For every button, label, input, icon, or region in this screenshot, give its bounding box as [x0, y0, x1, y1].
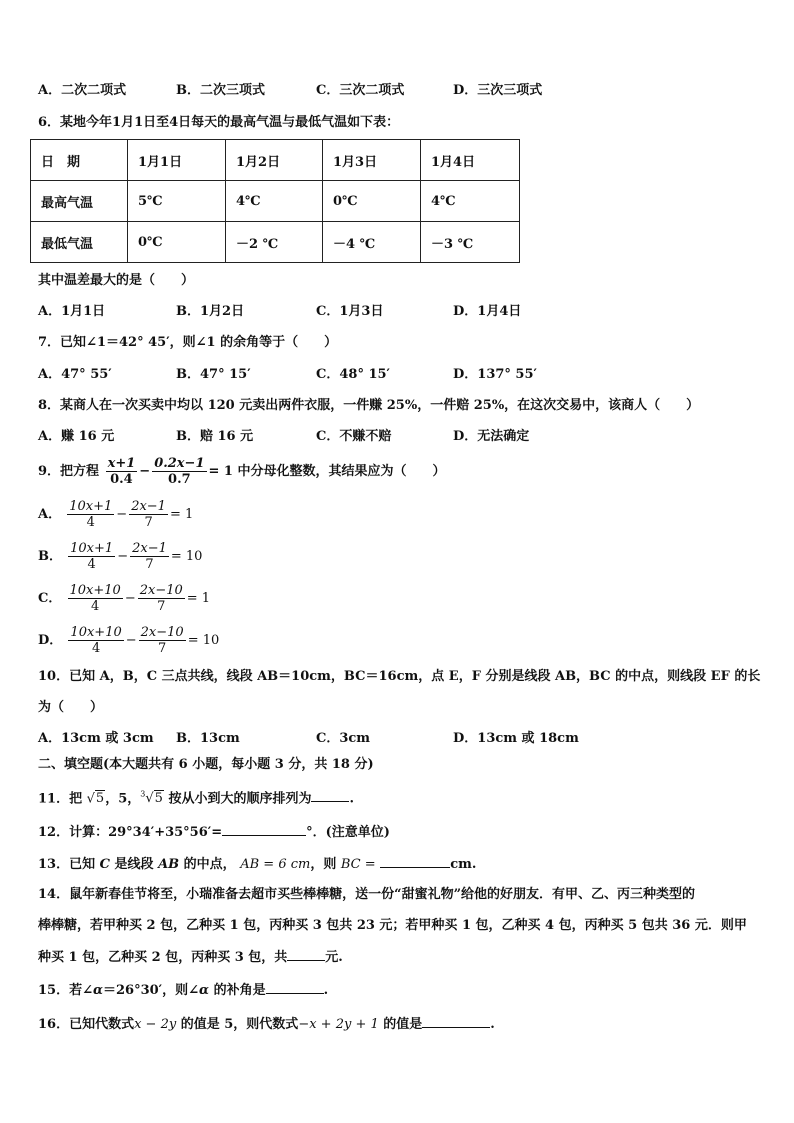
- q13-end: cm.: [450, 857, 477, 872]
- segment-bc: BC =: [340, 857, 376, 872]
- option-c[interactable]: C．3cm: [316, 731, 371, 746]
- option-label: A．: [38, 507, 62, 522]
- q11-suffix: 按从小到大的顺序排列为: [168, 791, 312, 807]
- fraction: [68, 541, 115, 572]
- option-a[interactable]: A．二次二项式: [38, 83, 127, 98]
- denominator: 7: [145, 557, 154, 572]
- option-c[interactable]: C．1月3日: [316, 304, 384, 319]
- option-a[interactable]: A．13cm 或 3cm: [38, 731, 154, 746]
- denominator: 7: [157, 599, 166, 614]
- denominator: 4: [91, 641, 101, 656]
- table-row: [31, 222, 520, 263]
- q11: [38, 786, 756, 808]
- q15: [38, 981, 756, 1000]
- table-header-cell: 日 期: [31, 140, 128, 181]
- row-label: 最低气温: [31, 222, 128, 263]
- q15-prefix: 15．若∠: [38, 983, 93, 998]
- q12-text: 12．计算：29°34′+35°56′=: [38, 825, 223, 840]
- option-a[interactable]: A．1月1日: [38, 304, 106, 319]
- rhs: = 1: [169, 507, 194, 522]
- table-header-cell: 1月4日: [421, 140, 520, 181]
- q16: [38, 1015, 756, 1034]
- q8-stem: 8．某商人在一次买卖中均以 120 元卖出两件衣服，一件赚 25%，一件赔 25%，在这次交易中，该商人（ ）: [38, 398, 700, 413]
- fraction: [138, 583, 185, 614]
- numerator: 2x−1: [131, 499, 166, 514]
- q16-prefix: 16．已知代数式: [38, 1017, 135, 1032]
- q6-options: [38, 303, 758, 321]
- alpha-symbol: α: [199, 983, 210, 998]
- answer-blank[interactable]: [266, 981, 324, 994]
- section-heading: 二、填空题(本大题共有 6 小题，每小题 3 分，共 18 分): [38, 757, 374, 772]
- option-c[interactable]: C．三次二项式: [316, 83, 405, 98]
- fraction: [130, 541, 169, 572]
- answer-blank[interactable]: [311, 789, 349, 802]
- alpha-symbol: α: [92, 983, 103, 998]
- q9-option-c[interactable]: C． $\frac{10x+10}{4}$ − $\frac{2x-10}{7}$ = 1: [38, 583, 211, 614]
- q15-suffix: 的补角是: [213, 983, 266, 998]
- denominator: 4: [91, 599, 100, 614]
- table-header-cell: 1月2日: [226, 140, 323, 181]
- q11-end: .: [349, 791, 354, 807]
- q13-mid: 是线段: [114, 857, 154, 872]
- q9-stem: [38, 456, 756, 488]
- q12-end: °．(注意单位): [306, 825, 390, 840]
- option-b[interactable]: B．1月2日: [176, 304, 245, 319]
- table-cell: －2 ℃: [226, 222, 323, 263]
- q9-option-a[interactable]: A． $\frac{10x+1}{4}$ − $\frac{2x-1}{7}$ = 1: [38, 499, 194, 530]
- q9-prefix: 9．把方程: [38, 464, 100, 479]
- table-cell: 4℃: [421, 181, 520, 222]
- option-d[interactable]: D．13cm 或 18cm: [453, 731, 579, 746]
- q10-options: [38, 730, 758, 748]
- equation: AB = 6 cm: [240, 857, 311, 872]
- option-d[interactable]: D．无法确定: [453, 429, 530, 444]
- numerator: 0.2x−1: [154, 456, 205, 471]
- q7-options: [38, 366, 758, 384]
- option-c[interactable]: C．不赚不赔: [316, 429, 392, 444]
- q9-option-d[interactable]: D． $\frac{10x+10}{4}$ − $\frac{2x-10}{7}$ = 10: [38, 625, 220, 656]
- q15-mid: ＝26°30′，则∠: [103, 983, 200, 998]
- option-b[interactable]: B．赔 16 元: [176, 429, 254, 444]
- q9-option-b[interactable]: B． $\frac{10x+1}{4}$ − $\frac{2x-1}{7}$ = 10: [38, 541, 203, 572]
- segment-ab: AB: [158, 857, 180, 872]
- fraction: [129, 499, 168, 530]
- q6-question: 其中温差最大的是（ ）: [38, 273, 195, 288]
- table-cell: 0℃: [128, 222, 226, 263]
- denominator: 7: [158, 641, 167, 656]
- answer-blank[interactable]: [380, 855, 450, 868]
- answer-blank[interactable]: [222, 823, 306, 836]
- fraction: [139, 625, 186, 656]
- rhs: = 10: [187, 633, 220, 648]
- point-c: C: [99, 857, 110, 872]
- denominator: 4: [86, 515, 95, 530]
- option-label: C．: [38, 591, 62, 606]
- option-c[interactable]: C．48° 15′: [316, 367, 390, 382]
- q6-stem: 6．某地今年1月1日至4日每天的最高气温与最低气温如下表：: [38, 115, 400, 130]
- q13: [38, 855, 756, 874]
- numerator: 10x+10: [70, 625, 122, 640]
- table-cell: 5℃: [128, 181, 226, 222]
- q11-prefix: 11．把: [38, 791, 83, 807]
- table-header-cell: 1月3日: [323, 140, 421, 181]
- q8-options: [38, 428, 758, 446]
- option-a[interactable]: A．47° 55′: [38, 367, 112, 382]
- numerator: 2x−1: [132, 541, 167, 556]
- denominator: 0.4: [110, 472, 133, 487]
- rhs: = 1: [186, 591, 211, 606]
- table-row: [31, 140, 520, 181]
- answer-blank[interactable]: [287, 948, 325, 961]
- fraction: [68, 625, 123, 656]
- q13-mid2: 的中点，: [183, 857, 236, 872]
- answer-blank[interactable]: [422, 1015, 490, 1028]
- q7-stem: 7．已知∠1＝42° 45′，则∠1 的余角等于（ ）: [38, 335, 338, 350]
- option-b[interactable]: B．13cm: [176, 731, 240, 746]
- table-cell: －4 ℃: [323, 222, 421, 263]
- option-b[interactable]: B．二次三项式: [176, 83, 265, 98]
- denominator: 4: [87, 557, 96, 572]
- q10-line2: 为（ ）: [38, 700, 104, 715]
- table-header-cell: 1月1日: [128, 140, 226, 181]
- denominator: 7: [144, 515, 153, 530]
- q14-line1: 14．鼠年新春佳节将至，小瑞准备去超市买些棒棒糖，送一份“甜蜜礼物”给他的好朋友．有甲、乙、丙三种类型的: [38, 887, 696, 902]
- q12: [38, 823, 756, 842]
- q14-line3: [38, 948, 756, 967]
- option-label: D．: [38, 633, 63, 648]
- expression: x − 2y: [134, 1017, 177, 1032]
- numerator: 2x−10: [140, 625, 184, 640]
- q16-end: .: [490, 1017, 495, 1032]
- temperature-table: [30, 139, 520, 263]
- q11-mid: ，5，: [105, 791, 141, 807]
- fraction: [106, 456, 138, 487]
- option-b[interactable]: B．47° 15′: [176, 367, 251, 382]
- option-d[interactable]: D．1月4日: [453, 304, 522, 319]
- q14-line3-text: 种买 1 包，乙种买 2 包，丙种买 3 包，共: [38, 950, 288, 965]
- numerator: 2x−10: [139, 583, 183, 598]
- numerator: 10x+10: [69, 583, 121, 598]
- numerator: x+1: [107, 456, 136, 471]
- table-row: [31, 181, 520, 222]
- rhs: = 10: [170, 549, 203, 564]
- q5-options: [38, 82, 758, 100]
- q13-prefix: 13．已知: [38, 857, 96, 872]
- sqrt-expression: √5: [86, 791, 105, 807]
- rhs: = 1: [208, 464, 233, 479]
- numerator: 10x+1: [70, 541, 114, 556]
- option-d[interactable]: D．三次三项式: [453, 83, 543, 98]
- option-d[interactable]: D．137° 55′: [453, 367, 537, 382]
- q9-suffix: 中分母化整数，其结果应为（ ）: [237, 464, 446, 479]
- q16-mid: 的值是 5，则代数式: [180, 1017, 299, 1032]
- table-cell: 0℃: [323, 181, 421, 222]
- cube-root-expression: $^3$√5: [140, 790, 163, 807]
- expression: −x + 2y + 1: [298, 1017, 379, 1032]
- cbrt-radicand: 5: [154, 791, 163, 807]
- numerator: 10x+1: [69, 499, 113, 514]
- q10-line1: 10．已知 A，B，C 三点共线，线段 AB＝10cm，BC＝16cm，点 E，F 分别是线段 AB，BC 的中点，则线段 EF 的长: [38, 669, 761, 684]
- table-cell: －3 ℃: [421, 222, 520, 263]
- fraction: [67, 499, 114, 530]
- q16-suffix: 的值是: [383, 1017, 423, 1032]
- denominator: 0.7: [168, 472, 191, 487]
- q15-end: .: [323, 983, 329, 998]
- fraction: [68, 583, 123, 614]
- sqrt-radicand: 5: [95, 791, 105, 807]
- option-label: B．: [38, 549, 62, 564]
- q14-line2: 棒棒糖，若甲种买 2 包，乙种买 1 包，丙种买 3 包共 23 元；若甲种买 1 包，乙种买 4 包，丙种买 5 包共 36 元．则甲: [38, 918, 747, 933]
- table-cell: 4℃: [226, 181, 323, 222]
- option-a[interactable]: A．赚 16 元: [38, 429, 115, 444]
- row-label: 最高气温: [31, 181, 128, 222]
- fraction: [152, 456, 206, 487]
- q13-mid3: ，则: [310, 857, 337, 872]
- q14-end: 元.: [325, 950, 343, 965]
- operator: −: [139, 464, 151, 479]
- root-index: 3: [140, 790, 146, 799]
